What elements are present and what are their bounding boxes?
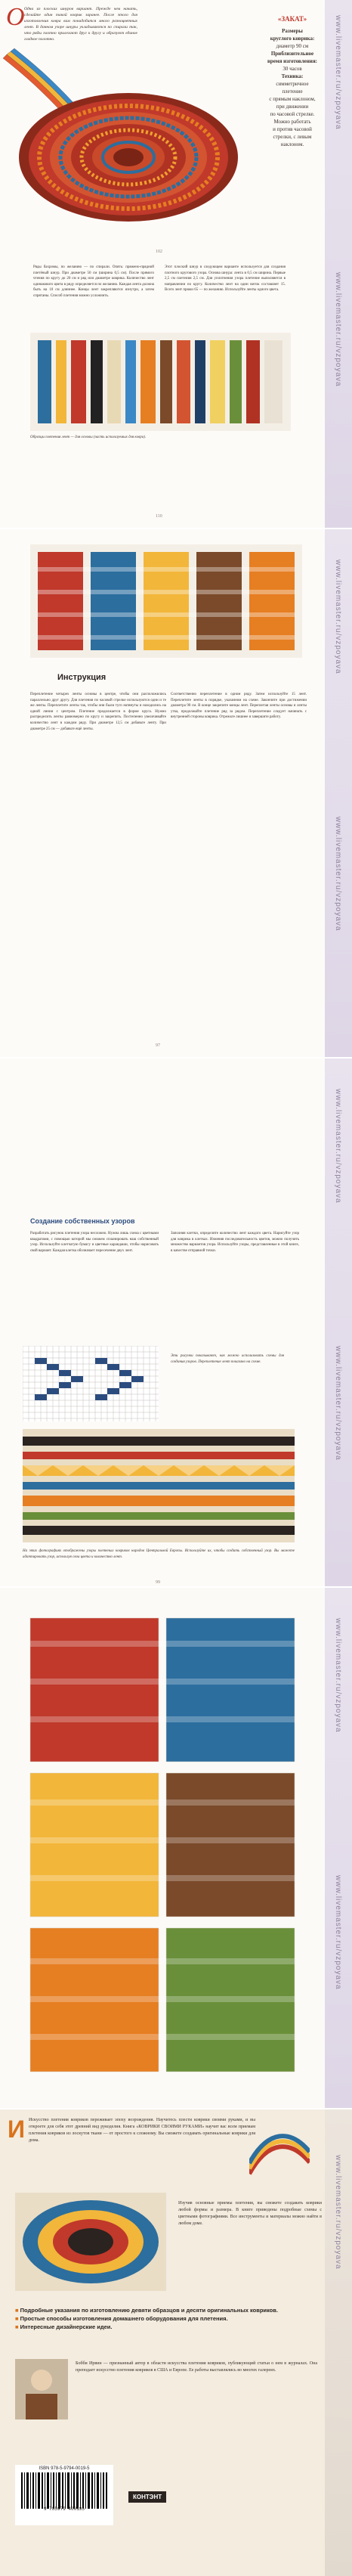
quote-line: и против часовой — [273, 126, 312, 132]
column-left: Переплетение четырех ленты основы в центре, чтобы они расположились параллельно друг другу. Для плетения по часовой стрелке используются одни и те же ленты. Переплетите ленты так, чтобы они были туго натянуты и находились на одной линии с центром. Плетение продолжается в форме круга. Нужно распределить ленты равномерно по кругу и закрепить. Постепенно увеличивайте количество лент в каждом ряду. При диаметре 12,5 см добавьте ленту. При диаметре 25 см — добавьте ещё ленты. — [30, 693, 166, 731]
bullet-text: Подробные указания по изготовлению девяти образцов и десяти оригинальных ковриков. — [20, 2307, 278, 2314]
side-bar — [325, 529, 352, 1059]
column-right: Соответственно переплетение в одном ряду. Затем используйте 15 лент. Переплетите ленты в порядке, указанном на схеме. Закончите при достижении диаметра 90 см. В конце закрепите концы лент. Переплетая ленты основы и ленты утка, продолжайте плетение ряд за рядом. Переплетение следует начинать с внутренней стороны коврика. Отрежьте лишнее и завершите работу. — [171, 693, 307, 720]
watermark-link[interactable]: www.livemaster.ru/vzpoyava — [334, 560, 342, 674]
page-number: 97 — [156, 1043, 160, 1048]
watermark-link[interactable]: www.livemaster.ru/vzpoyava — [334, 1346, 342, 1461]
side-bar — [325, 0, 352, 529]
bullet-list — [15, 2306, 317, 2331]
quote-line: стрелки, с левым — [273, 134, 312, 140]
watermark-link[interactable]: www.livemaster.ru/vzpoyava — [334, 1089, 342, 1204]
motif-row — [30, 544, 302, 658]
page-number: 110 — [156, 514, 162, 519]
quote-line: наклоном. — [280, 141, 304, 147]
page-1 — [0, 0, 352, 529]
author-photo — [15, 2359, 68, 2419]
bullet-item: ■ Простые способы изготовления домашнего оборудования для плетения. — [15, 2315, 228, 2322]
side-bar — [325, 1588, 352, 2109]
quote-line: плетение — [282, 88, 303, 95]
quote-line: при движении — [276, 104, 309, 110]
round-rug-image — [15, 89, 245, 225]
watermark-link[interactable]: www.livemaster.ru/vzpoyava — [334, 272, 342, 387]
page-number: 102 — [156, 250, 162, 254]
barcode-digits: 9 785979 400195 — [43, 2506, 85, 2512]
watermark-link[interactable]: www.livemaster.ru/vzpoyava — [334, 817, 342, 932]
intro-text: Одна из плоских шнуров вариант. Прежде чем начать, сделайте один такой коврик заранее. После этого для изготовления ковра вам понадобится много разноцветных лент. В данном узоре шнуры укладываются по спирали так, что ряды плотно прилегают друг к другу и образуют единое гладкое полотно. — [24, 7, 137, 42]
column-left: Ряды бахромы, по желанию — по спирали. Опять: пряжено-прядной плетёный шнур. При диаметре 50 см (ширина 0,5 см). После прямого чтения по кругу до 20 см и ряд или диаметре коврика. Количество лент одинакового цвета в ряду определяется по желанию. Каждая лента должна быть на 10 см длиннее. Концы лент закрепляются изнутри, а затем спрятаны. Способ плетения можно усложнить. — [33, 265, 154, 298]
column-right: Этот плоский шнур в следующем варианте используется для создания плотного кругового узора. Основа шнура: лента в 0,5 см ширина. Первые 2,5 см плетения 2,5 см. Для уплотнения узора плетение выполняется в направлении по кругу. Количество лент на один виток составляет 15. Всего лент пряжи 65 — по желанию. Используйте ленты одного цвета. — [165, 265, 286, 293]
quote-line: с прямым наклоном, — [269, 96, 316, 102]
drop-cap: И — [8, 2116, 25, 2143]
intro-text: Искусство плетения ковриков переживает эпоху возрождения. Научитесь плести коврики своими руками, и вы откроете для себя этот древний вид рукоделия. Книга «КОВРИКИ СВОИМИ РУКАМИ» научит вас всем приемам плетения ковриков из лоскутов ткани — от простого к сложному. Вы сможете создавать оригинальные коврики для дома. — [29, 2118, 255, 2143]
quote-line: симметричное — [276, 81, 309, 87]
bullet-item: ■ Подробные указания по изготовлению девяти образцов и десяти оригинальных ковриков. — [15, 2307, 278, 2314]
quote-line: Можно работать — [273, 119, 311, 125]
quote-line: по часовой стрелке. — [270, 111, 315, 117]
cover-rug-photo — [15, 2193, 166, 2291]
page-title: Инструкция — [57, 673, 107, 682]
rug-samples-grid — [23, 1610, 302, 2079]
drop-cap: О — [6, 3, 25, 31]
page-2 — [0, 529, 352, 1059]
bullet-text: Простые способы изготовления домашнего оборудования для плетения. — [20, 2315, 228, 2322]
right-text: Изучив основные приемы плетения, вы сможете создавать коврики любой формы и размера. В книге приведены подробные схемы с цветными фотографиями. Все инструменты и материалы можно найти в любом доме. — [178, 2201, 322, 2226]
quote-line: Размеры — [282, 28, 303, 34]
barcode-block — [15, 2465, 113, 2525]
isbn-text: ISBN 978-5-9794-0019-5 — [39, 2466, 90, 2471]
image-caption: Образцы плетения лент — для основы (часть используемых для ковра). — [30, 436, 147, 439]
quote-line: Приблизительное — [270, 51, 314, 57]
page-4 — [0, 1588, 352, 2109]
publisher-logo — [128, 2491, 166, 2503]
section-title: Создание собственных узоров — [30, 1217, 135, 1225]
publisher-name: КОНТЭНТ — [133, 2494, 162, 2500]
side-bar — [325, 1059, 352, 1588]
watermark-link[interactable]: www.livemaster.ru/vzpoyava — [334, 15, 342, 130]
quote-line: 30 часов — [283, 66, 302, 72]
diagram-caption: Эти рисунки показывают, как можно использовать схемы для создания узоров. Переплетение лент показано на схеме. — [171, 1354, 284, 1364]
bullet-text: Интересные дизайнерские идеи. — [20, 2323, 113, 2330]
side-bar — [325, 2109, 352, 2576]
author-text: Бобби Ирвин — признанный автор в области искусства плетения ковриков, публикующий статьи о нем в журналах. Она преподает искусство плетения ковриков в США и Европе. Ее работы выставлялись во многих галереях. — [76, 2361, 317, 2373]
bullet-item: ■ Интересные дизайнерские идеи. — [15, 2323, 113, 2330]
watermark-link[interactable]: www.livemaster.ru/vzpoyava — [334, 1618, 342, 1733]
watermark-link[interactable]: www.livemaster.ru/vzpoyava — [334, 1875, 342, 1990]
page-3 — [0, 1059, 352, 1588]
quote-line: круглого коврика: — [270, 36, 315, 42]
woven-pattern-photo — [23, 1429, 295, 1542]
column-left: Разработать рисунок плетения узора несложно. Нужна лишь схема с цветными квадратами, с помощью которой мы сможем спланировать наш собственный узор. Используйте клетчатую бумагу и цветные карандаши, чтобы нарисовать свой вариант. Каждая клетка обозначает пересечение двух лент. — [30, 1232, 159, 1253]
bottom-caption: На этих фотографиях отображены узоры плетеных ковриков народов Центральной Европы. Используйте их, чтобы создать собственный узор. Вы можете адаптировать узор, используя свои цвета и количество лент. — [23, 1549, 295, 1559]
quote-box — [261, 15, 323, 212]
back-cover — [0, 2109, 352, 2576]
column-right: Заполняя клетки, определите количество лент каждого цвета. Нарисуйте узор для коврика в клетках. Изменяя последовательность цветов, можно получить множество вариантов узора. Используйте узоры, представленные в этой книге, в качестве отправной точки. — [171, 1232, 299, 1253]
quote-line: «ЗАКАТ» — [277, 15, 307, 23]
page-number: 99 — [156, 1580, 160, 1585]
pattern-grid-diagram — [23, 1346, 159, 1421]
quote-line: Техника: — [281, 73, 304, 79]
strip-samples-image — [30, 333, 291, 431]
quote-line: диаметр 90 см — [276, 43, 309, 49]
watermark-link[interactable]: www.livemaster.ru/vzpoyava — [334, 2155, 342, 2270]
quote-line: время изготовления: — [267, 58, 317, 64]
rainbow-ribbon — [249, 2132, 310, 2178]
